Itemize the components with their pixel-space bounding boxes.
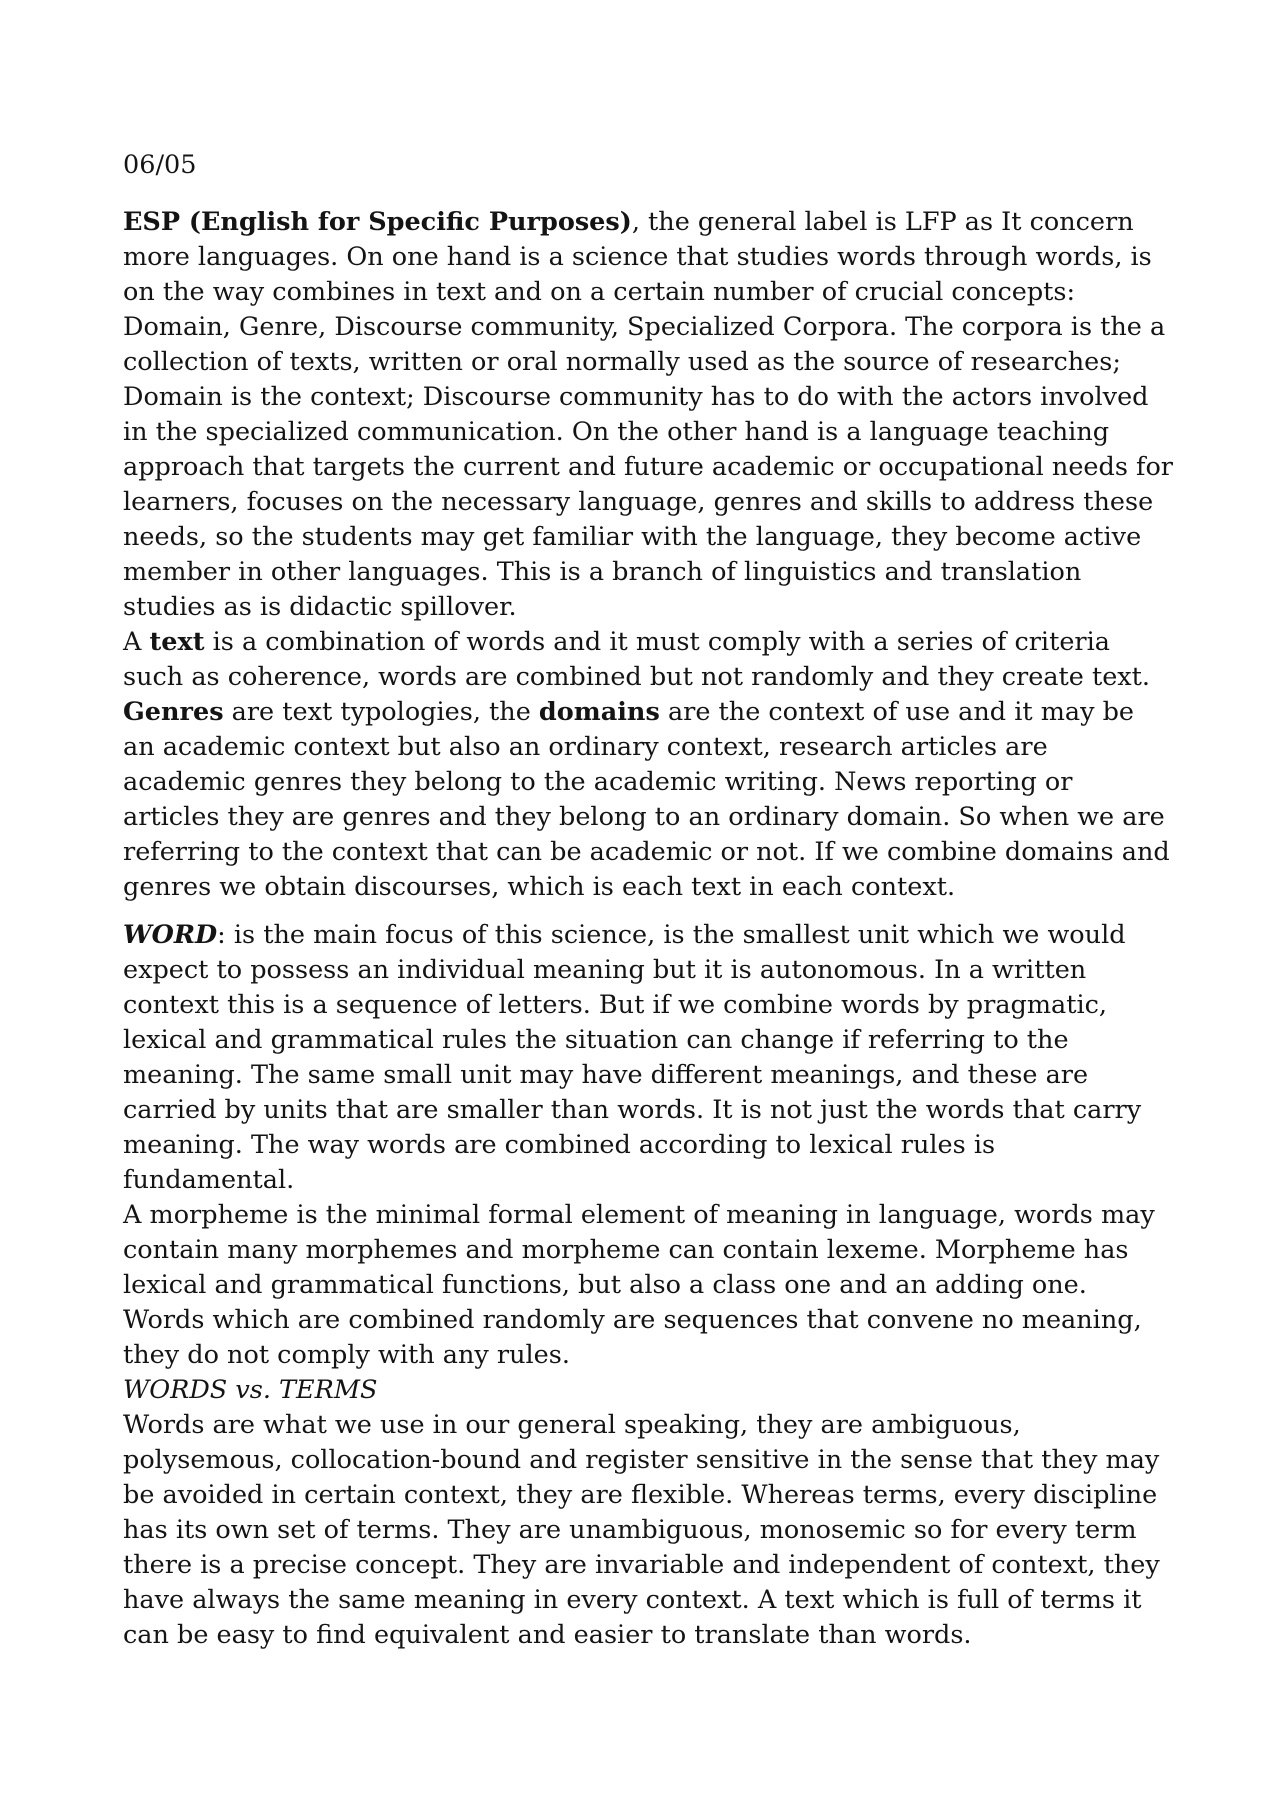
words-vs-terms-heading-text: WORDS vs. TERMS: [123, 1375, 378, 1405]
text-paragraph-part: are text typologies, the: [223, 697, 539, 727]
words-vs-terms-heading: [123, 1373, 1173, 1408]
date-label: 06/05: [123, 150, 197, 180]
text-paragraph: [123, 625, 1173, 905]
word-paragraph-text: : is the main focus of this science, is the smallest unit which we would expect to possess an individual meaning but it is autonomous. In a written context this is a sequence of letters. But if we combine words by pragmatic, lexical and grammatical rules the situation can change if referring to the meaning. The same small unit may have different meanings, and these are carried by units that are smaller than words. It is not just the words that carry meaning. The way words are combined according to lexical rules is fundamental.: [123, 920, 1142, 1195]
morpheme-paragraph: A morpheme is the minimal formal element of meaning in language, words may contain many morphemes and morpheme can contain lexeme. Morpheme has lexical and grammatical functions, but also a class one and an adding one. Words which are combined randomly are sequences that convene no meaning, they do not comply with any rules.: [123, 1200, 1155, 1370]
words-vs-terms-paragraph: Words are what we use in our general speaking, they are ambiguous, polysemous, collocation-bound and register sensitive in the sense that they may be avoided in certain context, they are flexible. Whereas terms, every discipline has its own set of terms. They are unambiguous, monosemic so for every term there is a precise concept. They are invariable and independent of context, they have always the same meaning in every context. A text which is full of terms it can be easy to find equivalent and easier to translate than words.: [123, 1410, 1160, 1650]
word-term: WORD: [123, 920, 218, 950]
word-paragraph: [123, 918, 1173, 1198]
text-paragraph-part: is a combination of words and it must comply with a series of criteria such as coherence, words are combined but not randomly and they create text.: [123, 627, 1151, 692]
text-term: text: [149, 627, 205, 657]
text-paragraph-part: A: [123, 627, 150, 657]
genres-term: Genres: [123, 697, 224, 727]
esp-term: ESP (English for Specific Purposes): [123, 207, 632, 237]
text-paragraph-part: are the context of use and it may be an academic context but also an ordinary context, research articles are academic genres they belong to the academic writing. News reporting or articles they are genres and they belong to an ordinary domain. So when we are referring to the context that can be academic or not. If we combine domains and genres we obtain discourses, which is each text in each context.: [123, 697, 1170, 902]
document-page: [123, 148, 1173, 1653]
domains-term: domains: [538, 697, 660, 727]
esp-paragraph: [123, 205, 1173, 625]
esp-paragraph-text: , the general label is LFP as It concern more languages. On one hand is a science that studies words through words, is on the way combines in text and on a certain number of crucial concepts: Domain, Genre, Discourse community, Specialized Corpora. The corpora is the a collection of texts, written or oral normally used as the source of researches; Domain is the context; Discourse community has to do with the actors involved in the specialized communication. On the other hand is a language teaching approach that targets the current and future academic or occupational needs for learners, focuses on the necessary language, genres and skills to address these needs, so the students may get familiar with the language, they become active member in other languages. This is a branch of linguistics and translation studies as is didactic spillover.: [123, 207, 1173, 622]
